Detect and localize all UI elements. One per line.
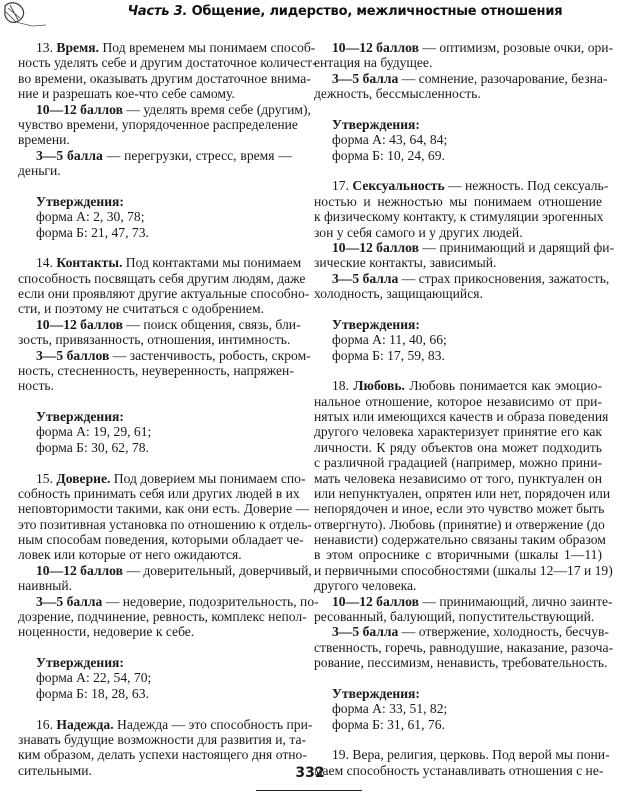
- paragraph: [18, 316, 301, 348]
- text-run: 18.: [332, 378, 354, 394]
- text-run: — доверительный, доверчивый,: [122, 562, 312, 578]
- text-line: ентация на будущее.: [314, 55, 433, 71]
- paragraph: [314, 239, 615, 271]
- paragraph: [314, 178, 609, 240]
- text-line: [18, 655, 292, 670]
- text-line: и первичными способностями (шкалы 12—17 и 19): [314, 562, 613, 578]
- text-run: — застенчивость, робость, скром-: [109, 347, 311, 363]
- text-line: неповторимости такими, как они есть. Доверие —: [18, 501, 310, 517]
- bold-term: 10—12 баллов: [36, 316, 123, 332]
- paragraph: [18, 470, 312, 563]
- text-line: форма А: 43, 64, 84;: [332, 132, 448, 148]
- right-column: [314, 40, 615, 793]
- bold-term: Контакты.: [56, 255, 123, 271]
- text-line: [18, 148, 292, 163]
- text-line: [314, 317, 602, 332]
- text-run: 19. Вера, религия, церковь. Под верой мы пони-: [332, 747, 610, 763]
- bold-term: 3—5 баллов: [36, 347, 110, 363]
- text-run: — отвержение, холодность, бесчув-: [398, 624, 609, 640]
- page-number: 332: [295, 765, 325, 781]
- paragraph: [314, 70, 608, 102]
- bold-term: 3—5 балла: [36, 147, 103, 163]
- text-line: непорядочен и иное, если это чувство может быть: [314, 501, 605, 517]
- text-line: [314, 593, 613, 609]
- text-line: форма Б: 31, 61, 76.: [332, 716, 445, 732]
- paragraph: [314, 40, 614, 71]
- text-line: [314, 747, 610, 763]
- footer-rule: [256, 790, 362, 791]
- text-line: собность принимать себя или других людей в их: [18, 485, 300, 501]
- text-line: к физическому контакту, к стимуляции эрогенных: [314, 209, 604, 225]
- text-line: [314, 40, 614, 55]
- text-line: в этом опроснике с вторичными (шкалы 1—11): [314, 547, 602, 563]
- text-line: ким образом, делать успехи настоящего дня отно-: [18, 747, 307, 763]
- text-run: — недоверие, подозрительность, по-: [102, 593, 319, 609]
- text-run: Под временем мы понимаем способ-: [99, 40, 316, 55]
- paragraph: [314, 270, 610, 302]
- text-line: [18, 347, 311, 363]
- text-line: нальное отношение, которое независимо от при-: [314, 393, 602, 409]
- text-line: [18, 316, 301, 332]
- text-line: другого человека.: [314, 578, 417, 594]
- paragraph: [18, 562, 312, 594]
- bold-term: Утверждения:: [36, 193, 124, 209]
- text-run: — страх прикосновения, зажатость,: [398, 270, 610, 286]
- text-line: форма Б: 21, 47, 73.: [36, 224, 149, 240]
- text-line: [18, 470, 306, 486]
- text-line: ноценности, недоверие к себе.: [18, 624, 195, 640]
- text-line: если они проявляют другие актуальные способно-: [18, 286, 310, 301]
- text-run: Под доверием мы понимаем спо-: [110, 470, 306, 486]
- paragraph: [18, 255, 310, 317]
- bold-term: Сексуальность: [352, 178, 445, 194]
- text-line: ность.: [18, 378, 54, 394]
- text-line: холодность, защищающийся.: [314, 286, 483, 301]
- text-line: форма А: 11, 40, 66;: [332, 332, 447, 348]
- text-line: форма Б: 30, 62, 78.: [36, 439, 149, 455]
- text-line: наивный.: [18, 578, 73, 594]
- bold-term: 3—5 балла: [332, 270, 399, 286]
- paragraph: [314, 624, 614, 670]
- text-line: мать человека независимо от того, пунктуален он: [314, 470, 602, 486]
- text-line: форма Б: 18, 28, 63.: [36, 685, 149, 701]
- text-line: нятых или имеющихся качеств и образа поведения: [314, 409, 609, 424]
- bold-term: 10—12 баллов: [332, 593, 419, 609]
- bold-term: Утверждения:: [332, 316, 420, 332]
- text-line: [18, 255, 302, 271]
- bold-term: 10—12 баллов: [36, 562, 123, 578]
- text-line: это позитивная установка по отношению к отдель-: [18, 516, 312, 532]
- text-line: [314, 70, 608, 86]
- running-header: [0, 0, 620, 30]
- text-line: деньги.: [18, 163, 61, 178]
- text-line: [314, 624, 609, 640]
- text-line: с различной градацией (например, можно прини-: [314, 455, 602, 471]
- text-line: форма А: 22, 54, 70;: [36, 670, 152, 686]
- text-line: ным способам поведения, которыми обладает че-: [18, 532, 304, 547]
- bold-term: Время.: [56, 40, 100, 55]
- text-line: или непунктуален, опрятен или нет, порядочен или: [314, 485, 611, 501]
- text-run: — принимающий, лично заинте-: [418, 593, 613, 609]
- bold-term: 10—12 баллов: [332, 40, 419, 55]
- text-run: — оптимизм, розовые очки, ори-: [418, 40, 614, 55]
- text-line: ность уделять себе и другим достаточное количест-: [18, 55, 317, 71]
- paragraph: [314, 593, 613, 625]
- bold-term: Утверждения:: [332, 116, 420, 132]
- text-line: [18, 101, 311, 117]
- text-run: — уделять время себе (другим),: [122, 101, 311, 117]
- bold-term: Доверие.: [56, 470, 111, 486]
- paragraph: [18, 593, 319, 640]
- text-line: сти, и поэтому не считаться с одобрением.: [18, 301, 264, 317]
- text-run: — перегрузки, стресс, время —: [102, 147, 292, 163]
- bold-term: 10—12 баллов: [332, 239, 419, 255]
- text-line: зость, привязанность, отношения, интимность.: [18, 332, 291, 348]
- paragraph: [18, 40, 317, 102]
- text-line: форма А: 2, 30, 78;: [36, 209, 145, 225]
- chapter-name: Общение, лидерство, межличностные отношения: [187, 4, 563, 19]
- text-line: [314, 378, 602, 393]
- text-line: отвергнуто). Любовь (принятие) и отвержение (до: [314, 516, 605, 532]
- text-run: 13.: [36, 40, 57, 55]
- text-line: ность, стесненность, неуверенность, напряжен-: [18, 362, 294, 378]
- claims-block: [314, 317, 602, 363]
- bold-term: Утверждения:: [36, 655, 124, 670]
- text-line: зические контакты, зависимый.: [314, 255, 497, 271]
- bold-term: 3—5 балла: [332, 624, 399, 640]
- claims-block: [314, 117, 602, 163]
- claims-block: [18, 409, 292, 455]
- text-line: рование, пессимизм, ненависть, требовательность.: [314, 655, 608, 670]
- paragraph: [18, 148, 292, 179]
- bold-term: Любовь.: [353, 378, 405, 394]
- paragraph: [314, 378, 613, 594]
- paragraph: [18, 101, 311, 148]
- text-line: ловек или которые от него ожидаются.: [18, 547, 242, 563]
- text-line: [314, 270, 610, 286]
- paragraph: [18, 347, 311, 394]
- text-run: Любовь понимается как эмоцио-: [404, 378, 602, 394]
- text-line: [314, 117, 602, 132]
- text-line: времени.: [18, 132, 70, 148]
- bold-term: Надежда.: [56, 716, 114, 732]
- claims-block: [314, 686, 602, 732]
- text-line: другого человека характеризует принятие его как: [314, 424, 602, 440]
- text-line: ненависти) содержательно связаны таким образом: [314, 532, 606, 547]
- text-line: дежность, бессмысленность.: [314, 86, 481, 102]
- text-line: [18, 593, 319, 609]
- text-line: зон у себя самого и у других людей.: [314, 224, 523, 240]
- text-run: Надежда — это способность при-: [113, 716, 313, 732]
- bold-term: Утверждения:: [36, 409, 124, 424]
- text-line: ресованный, балующий, попустительствующий.: [314, 608, 595, 624]
- text-line: личности. К ряду объектов она может подходить: [314, 439, 602, 455]
- text-run: 15.: [36, 470, 57, 486]
- text-line: маем способность устанавливать отношения с не-: [314, 762, 604, 778]
- bold-term: 3—5 балла: [332, 70, 399, 86]
- text-line: ностью и нежностью мы понимаем отношение: [314, 193, 602, 209]
- claims-block: [18, 655, 292, 701]
- text-run: 16.: [36, 716, 57, 732]
- text-line: форма А: 33, 51, 82;: [332, 701, 448, 717]
- text-line: [18, 716, 313, 732]
- bold-term: 10—12 баллов: [36, 101, 123, 117]
- claims-block: [18, 194, 292, 240]
- text-line: форма Б: 10, 24, 69.: [332, 147, 445, 163]
- text-line: чувство времени, упорядоченное распределение: [18, 116, 298, 132]
- text-run: 17.: [332, 178, 353, 194]
- text-run: Под контактами мы понимаем: [122, 255, 302, 271]
- text-line: ственность, горечь, равнодушие, наказание, разоча-: [314, 639, 614, 655]
- text-line: способность посвящать себя другим людям, даже: [18, 270, 306, 286]
- text-line: во времени, оказывать другим достаточное внима-: [18, 70, 311, 86]
- text-line: [18, 40, 316, 55]
- text-line: [314, 178, 609, 194]
- text-line: знавать будущие возможности для развития и, та-: [18, 731, 307, 747]
- text-run: 14.: [36, 255, 57, 271]
- bold-term: Утверждения:: [332, 685, 420, 701]
- text-line: форма А: 19, 29, 61;: [36, 424, 152, 440]
- chapter-part: Часть 3.: [127, 4, 188, 19]
- text-run: — сомнение, разочарование, безна-: [398, 70, 608, 86]
- text-line: [18, 562, 312, 578]
- text-line: дозрение, подчинение, ревность, комплекс непол-: [18, 608, 307, 624]
- bold-term: 3—5 балла: [36, 593, 103, 609]
- text-line: сительными.: [18, 762, 92, 778]
- text-line: [314, 239, 615, 255]
- text-line: [18, 409, 292, 424]
- text-line: [314, 686, 602, 701]
- text-line: форма Б: 17, 59, 83.: [332, 347, 445, 363]
- text-line: ние и разрешать кое-что себе самому.: [18, 86, 235, 102]
- quill-logo-icon: [2, 0, 48, 28]
- text-run: — нежность. Под сексуаль-: [444, 178, 609, 194]
- text-line: [18, 194, 292, 209]
- text-run: — поиск общения, связь, бли-: [122, 316, 301, 332]
- text-run: — принимающий и дарящий фи-: [418, 239, 615, 255]
- chapter-title: [90, 4, 600, 19]
